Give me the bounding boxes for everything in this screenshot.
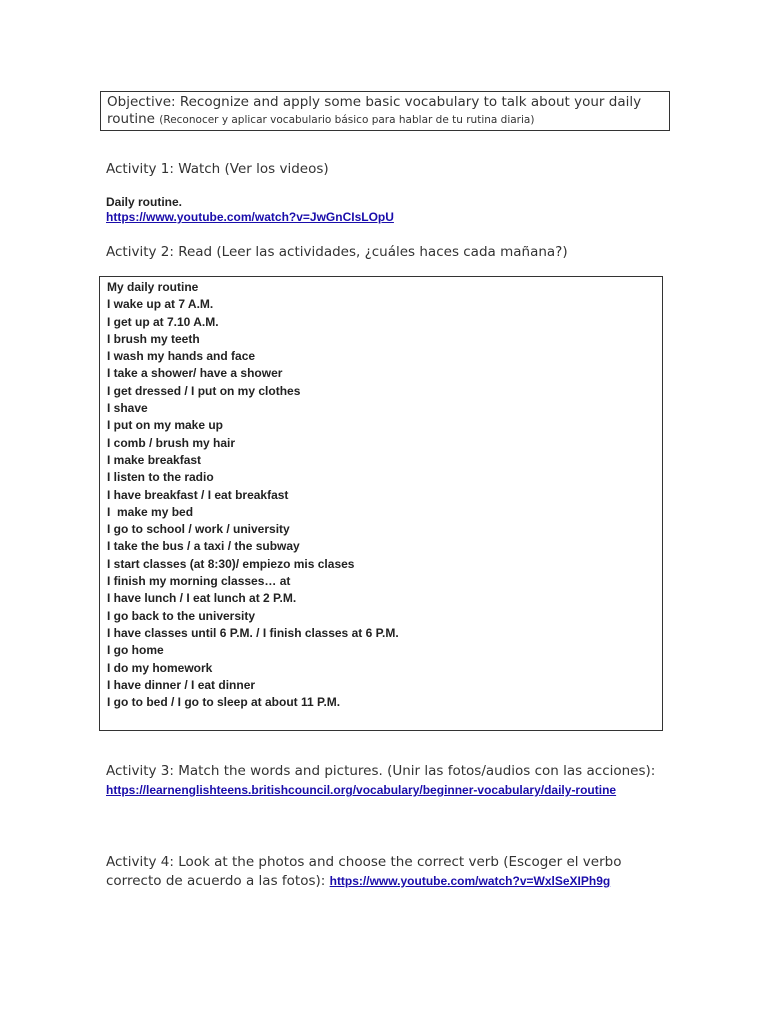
routine-list-item: I finish my morning classes… at (107, 574, 291, 589)
routine-list-item: I get up at 7.10 A.M. (107, 314, 219, 329)
routine-list-item: I have classes until 6 P.M. / I finish classes at 6 P.M. (107, 625, 399, 640)
routine-list-item: I do my homework (107, 660, 213, 675)
routine-list-item: I take the bus / a taxi / the subway (107, 539, 300, 554)
daily-routine-box (99, 276, 663, 731)
routine-list-item: I go to school / work / university (107, 522, 290, 537)
daily-routine-list (100, 277, 662, 711)
activity-4-text: Activity 4: Look at the photos and choose the correct verb (Escoger el verbo correcto de acuerdo a las fotos): (106, 854, 622, 889)
objective-box (100, 91, 670, 131)
activity-1-video-link[interactable]: https://www.youtube.com/watch?v=JwGnCIsLOpU (106, 210, 394, 224)
routine-list-item: I brush my teeth (107, 331, 200, 346)
routine-list-title: My daily routine (107, 280, 199, 294)
routine-list-item: I go back to the university (107, 608, 256, 623)
routine-list-item: I wash my hands and face (107, 349, 256, 364)
activity-4-link[interactable]: https://www.youtube.com/watch?v=WxlSeXIPh9g (329, 874, 611, 888)
activity-2-heading: Activity 2: Read (Leer las actividades, ¿cuáles haces cada mañana?) (106, 244, 568, 260)
routine-list-item: I make breakfast (107, 452, 202, 467)
routine-list-item: I go home (107, 643, 164, 658)
routine-list-item: I take a shower/ have a shower (107, 366, 283, 381)
activity-3-heading (106, 762, 666, 800)
routine-list-item: I have lunch / I eat lunch at 2 P.M. (107, 591, 297, 606)
routine-list-item: I go to bed / I go to sleep at about 11 P.M. (107, 695, 341, 710)
activity-1-video-title: Daily routine. (106, 195, 183, 209)
activity-3-link[interactable]: https://learnenglishteens.britishcouncil.org/vocabulary/beginner-vocabulary/daily-routine (106, 783, 617, 797)
routine-list-item: I shave (107, 401, 148, 416)
activity-3-text: Activity 3: Match the words and pictures. (Unir las fotos/audios con las acciones): (106, 763, 656, 779)
routine-list-item: I put on my make up (107, 418, 224, 433)
activity-1-heading: Activity 1: Watch (Ver los videos) (106, 161, 329, 177)
routine-list-item: I have dinner / I eat dinner (107, 677, 256, 692)
routine-list-item: I wake up at 7 A.M. (107, 297, 214, 312)
routine-list-item: I have breakfast / I eat breakfast (107, 487, 289, 502)
objective-text: Objective: Recognize and apply some basic vocabulary to talk about your daily routine (107, 94, 642, 127)
routine-list-item: I listen to the radio (107, 470, 214, 485)
routine-list-item: I comb / brush my hair (107, 435, 236, 450)
activity-4-heading (106, 853, 666, 891)
routine-list-item: I make my bed (107, 504, 194, 519)
objective-translation: (Reconocer y aplicar vocabulario básico para hablar de tu rutina diaria) (159, 114, 535, 126)
routine-list-item: I get dressed / I put on my clothes (107, 383, 301, 398)
routine-list-item: I start classes (at 8:30)/ empiezo mis clases (107, 556, 355, 571)
